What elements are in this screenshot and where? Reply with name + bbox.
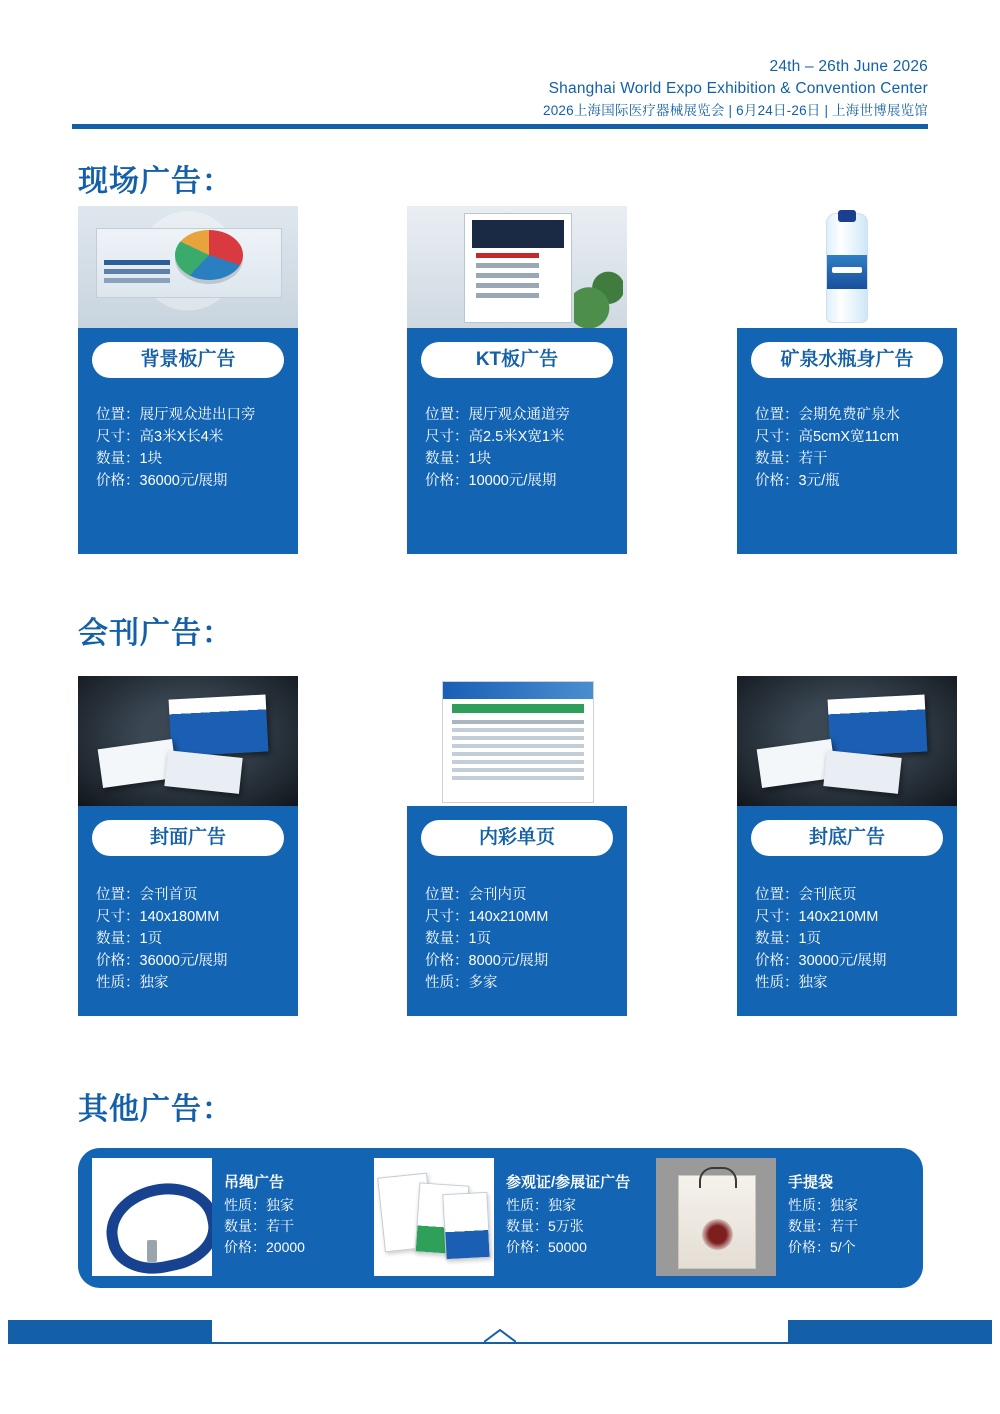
cover-specs bbox=[96, 884, 227, 994]
water-bottle-quantity: 数量：若干 bbox=[755, 451, 828, 467]
water-bottle-size: 尺寸：高5cmX宽11cm bbox=[755, 429, 899, 445]
lanyard-nature: 性质：独家 bbox=[224, 1197, 294, 1213]
water-bottle-price: 价格：3元/瓶 bbox=[755, 473, 840, 489]
header-divider bbox=[72, 124, 928, 129]
ad-card-water-bottle bbox=[737, 206, 957, 554]
section-title-other: 其他广告： bbox=[78, 1093, 233, 1126]
cover-photo bbox=[78, 676, 298, 806]
inner-page-price: 价格：8000元/展期 bbox=[425, 953, 549, 969]
cover-quantity: 数量：1页 bbox=[96, 931, 163, 947]
water-bottle-position: 位置：会期免费矿泉水 bbox=[755, 407, 900, 423]
kt-board-size: 尺寸：高2.5米X宽1米 bbox=[425, 429, 565, 445]
footer-chevron-icon bbox=[484, 1328, 516, 1344]
inner-page-size: 尺寸：140x210MM bbox=[425, 909, 549, 925]
lanyard-specs bbox=[224, 1172, 305, 1258]
kt-board-position: 位置：展厅观众通道旁 bbox=[425, 407, 570, 423]
back-cover-size: 尺寸：140x210MM bbox=[755, 909, 879, 925]
header-chinese-info: 2026上海国际医疗器械展览会 | 6月24日-26日 | 上海世博展览馆 bbox=[543, 102, 928, 118]
lanyard-name: 吊绳广告 bbox=[224, 1174, 285, 1191]
tote-bag-quantity: 数量：若干 bbox=[788, 1218, 858, 1234]
back-cover-position: 位置：会刊底页 bbox=[755, 887, 857, 903]
ad-card-kt-board bbox=[407, 206, 627, 554]
badge-image-art bbox=[374, 1158, 494, 1276]
cover-position: 位置：会刊首页 bbox=[96, 887, 198, 903]
back-cover-image-art bbox=[737, 676, 957, 806]
kt-board-photo bbox=[407, 206, 627, 328]
badge-quantity: 数量：5万张 bbox=[506, 1218, 584, 1234]
lanyard-photo bbox=[92, 1158, 212, 1276]
back-cover-nature: 性质：独家 bbox=[755, 975, 828, 991]
back-cover-photo bbox=[737, 676, 957, 806]
inner-page-specs bbox=[425, 884, 548, 994]
inner-page-photo bbox=[407, 676, 627, 806]
page-footer bbox=[0, 1320, 1000, 1360]
backboard-price: 价格：36000元/展期 bbox=[96, 473, 228, 489]
cover-nature: 性质：独家 bbox=[96, 975, 169, 991]
tote-bag-name: 手提袋 bbox=[788, 1174, 834, 1191]
backboard-position: 位置：展厅观众进出口旁 bbox=[96, 407, 256, 423]
kt-board-quantity: 数量：1块 bbox=[425, 451, 492, 467]
cover-size: 尺寸：140x180MM bbox=[96, 909, 220, 925]
badge-nature: 性质：独家 bbox=[506, 1197, 576, 1213]
ad-card-backboard bbox=[78, 206, 298, 554]
page-header bbox=[0, 0, 1000, 128]
lanyard-price: 价格：20000 bbox=[224, 1239, 305, 1255]
backboard-name-pill: 背景板广告 bbox=[92, 342, 284, 378]
kt-board-specs bbox=[425, 404, 570, 492]
section-title-journal: 会刊广告： bbox=[78, 617, 233, 650]
water-bottle-specs bbox=[755, 404, 900, 492]
badge-photo bbox=[374, 1158, 494, 1276]
header-venue: Shanghai World Expo Exhibition & Convention Center bbox=[548, 80, 928, 98]
badge-specs bbox=[506, 1172, 630, 1258]
backboard-photo bbox=[78, 206, 298, 328]
water-bottle-photo bbox=[737, 206, 957, 328]
inner-page-image-art bbox=[407, 676, 627, 806]
backboard-size: 尺寸：高3米X长4米 bbox=[96, 429, 224, 445]
ad-card-back-cover bbox=[737, 676, 957, 1016]
ad-card-inner-page bbox=[407, 676, 627, 1016]
back-cover-name-pill: 封底广告 bbox=[751, 820, 943, 856]
back-cover-specs bbox=[755, 884, 886, 994]
kt-board-price: 价格：10000元/展期 bbox=[425, 473, 557, 489]
tote-bag-specs bbox=[788, 1172, 858, 1258]
footer-left-bar bbox=[8, 1320, 212, 1344]
backboard-specs bbox=[96, 404, 256, 492]
backboard-quantity: 数量：1块 bbox=[96, 451, 163, 467]
backboard-image-art bbox=[78, 206, 298, 328]
water-bottle-name-pill: 矿泉水瓶身广告 bbox=[751, 342, 943, 378]
inner-page-name-pill: 内彩单页 bbox=[421, 820, 613, 856]
tote-bag-photo bbox=[656, 1158, 776, 1276]
section-title-onsite: 现场广告： bbox=[78, 165, 233, 198]
badge-name: 参观证/参展证广告 bbox=[506, 1174, 631, 1191]
cover-image-art bbox=[78, 676, 298, 806]
tote-bag-image-art bbox=[656, 1158, 776, 1276]
header-date: 24th – 26th June 2026 bbox=[769, 58, 928, 75]
badge-price: 价格：50000 bbox=[506, 1239, 587, 1255]
other-ads-panel bbox=[78, 1148, 923, 1288]
kt-board-name-pill: KT板广告 bbox=[421, 342, 613, 378]
header-event-info bbox=[543, 56, 928, 121]
inner-page-nature: 性质：多家 bbox=[425, 975, 498, 991]
back-cover-price: 价格：30000元/展期 bbox=[755, 953, 887, 969]
water-bottle-image-art bbox=[737, 206, 957, 328]
inner-page-quantity: 数量：1页 bbox=[425, 931, 492, 947]
back-cover-quantity: 数量：1页 bbox=[755, 931, 822, 947]
footer-right-bar bbox=[788, 1320, 992, 1344]
kt-board-image-art bbox=[407, 206, 627, 328]
tote-bag-nature: 性质：独家 bbox=[788, 1197, 858, 1213]
ad-card-cover bbox=[78, 676, 298, 1016]
lanyard-quantity: 数量：若干 bbox=[224, 1218, 294, 1234]
inner-page-position: 位置：会刊内页 bbox=[425, 887, 527, 903]
cover-price: 价格：36000元/展期 bbox=[96, 953, 228, 969]
tote-bag-price: 价格：5/个 bbox=[788, 1239, 856, 1255]
cover-name-pill: 封面广告 bbox=[92, 820, 284, 856]
lanyard-image-art bbox=[92, 1158, 212, 1276]
